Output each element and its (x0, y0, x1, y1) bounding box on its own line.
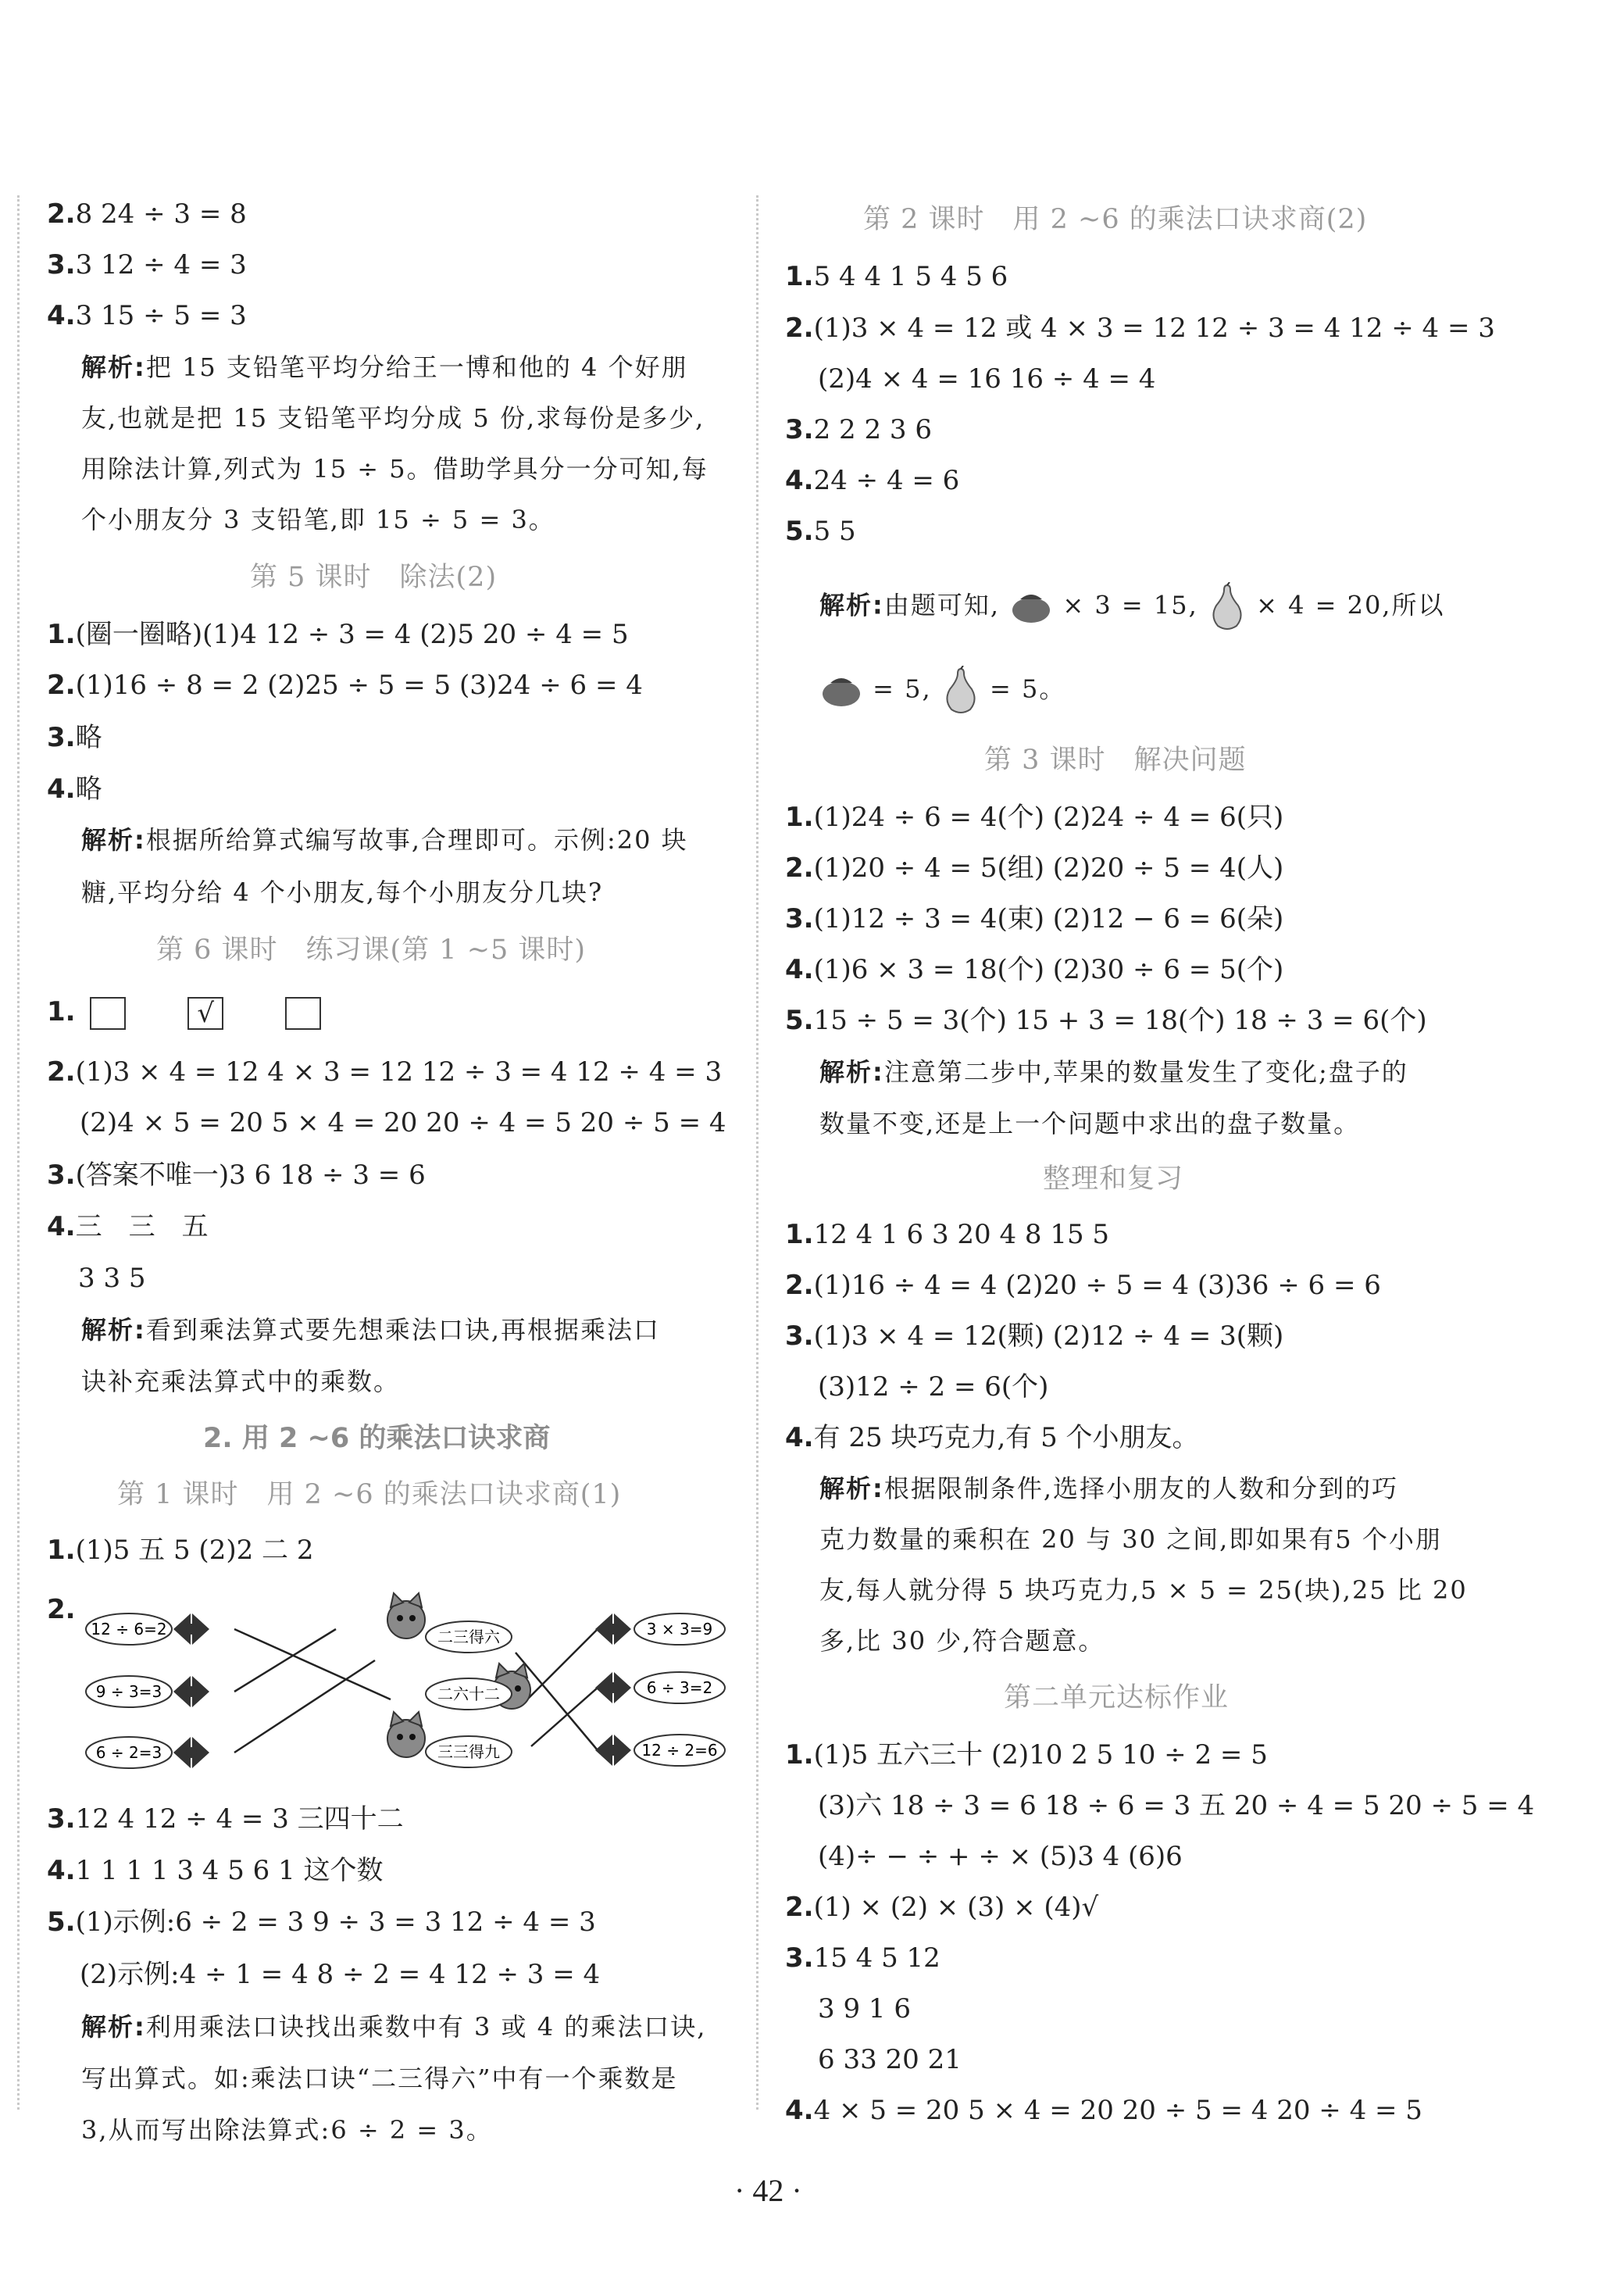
match-left-1: 9 ÷ 3=3 (95, 1682, 162, 1701)
answer-line: 4.4 × 5 = 20 5 × 4 = 20 20 ÷ 5 = 4 20 ÷ 4 = 5 (785, 2095, 1422, 2126)
analysis-block: 解析:由题可知, × 3 = 15, × 4 = 20,所以 (819, 582, 1444, 632)
answer-line: (3)12 ÷ 2 = 6(个) (818, 1371, 1049, 1403)
answer-line: (3)六 18 ÷ 3 = 6 18 ÷ 6 = 3 五 20 ÷ 4 = 5 20 ÷ 5 = 4 (818, 1790, 1535, 1821)
section-heading: 第 6 课时 练习课(第 1 ~5 课时) (156, 934, 587, 966)
section-heading: 第二单元达标作业 (1004, 1682, 1230, 1713)
page-number: · 42 · (734, 2173, 802, 2208)
section-heading: 第 5 课时 除法(2) (250, 562, 498, 593)
match-mid-0: 二三得六 (437, 1628, 500, 1646)
answer-line: 2.(1)16 ÷ 8 = 2 (2)25 ÷ 5 = 5 (3)24 ÷ 6 = 4 (47, 670, 643, 701)
middle-formula-ovals (426, 1621, 512, 1767)
answer-line: 3.15 4 5 12 (785, 1942, 940, 1974)
bow-icon (173, 1613, 209, 1768)
analysis-block: = 5, = 5。 (819, 666, 1065, 716)
answer-line: 2.(1) × (2) × (3) × (4)√ (785, 1892, 1099, 1923)
answer-line: 3.3 12 ÷ 4 = 3 (47, 249, 247, 281)
cat-icon (387, 1593, 530, 1757)
answer-line: 1. √ (47, 996, 374, 1030)
match-left-2: 6 ÷ 2=3 (95, 1743, 162, 1762)
answer-line: 6 33 20 21 (818, 2044, 962, 2075)
bow-icon (595, 1613, 631, 1766)
answer-line: (4)÷ − ÷ + ÷ × (5)3 4 (6)6 (818, 1841, 1183, 1872)
section-heading: 整理和复习 (1043, 1163, 1184, 1195)
answer-line: 1.12 4 1 6 3 20 4 8 15 5 (785, 1219, 1110, 1250)
answer-line: 3 3 5 (78, 1263, 146, 1294)
match-right-2: 12 ÷ 2=6 (641, 1741, 718, 1760)
answer-line: 3.略 (47, 722, 102, 753)
pear-icon (941, 666, 980, 716)
page: 2.8 24 ÷ 3 = 8 3.3 12 ÷ 4 = 3 4.3 15 ÷ 5 = 3 解析:把 15 支铅笔平均分给王一博和他的 4 个好朋 友,也就是把 15 支铅笔平均分成 5 份,求每份是多少, 用除法计算,列式为 15 ÷ 5。借助学具分一分可知,每 个小朋友分 3 支铅笔,即 15 ÷ 5 = 3。 第 5 课时 除法(2) 1.(圈一圈略)(1)4 12 ÷ 3 = 4 (2)5 20 ÷ 4 = 5 2.(1)16 ÷ 8 = 2 (2)25 ÷ 5 = 5 (3)24 ÷ 6 = 4 3.略 4.略 解析:根据所给算式编写故事,合理即可。示例:20 块 糖,平均分给 4 个小朋友,每个小朋友分几块? 第 6 课时 练习课(第 1 ~5 课时) 1. √ 2.(1)3 × 4 = 12 4 × 3 = 12 12 ÷ 3 = 4 12 ÷ 4 = 3 (2)4 × 5 = 20 5 × 4 = 20 20 ÷ 4 = 5 20 ÷ 5 = 4 3.(答案不唯一)3 6 18 ÷ 3 = 6 4.三 三 五 3 3 5 解析:看到乘法算式要先想乘法口诀,再根据乘法口 诀补充乘法算式中的乘数。 2. 用 2 ~6 的乘法口诀求商 第 1 课时 用 2 ~6 的乘法口诀求商(1) 1.(1)5 五 5 (2)2 二 2 2. 12 ÷ 6=2 9 ÷ 3=3 6 ÷ 2=3 二三得六 二六十二 三三得九 3 × 3=9 6 ÷ 3=2 12 ÷ 2=6 3.12 4 12 ÷ 4 = 3 三四十二 4.1 1 1 1 3 4 5 6 1 这个数 5.(1)示例:6 ÷ 2 = 3 9 ÷ 3 = 3 12 ÷ 4 = 3 (2)示例:4 ÷ 1 = 4 8 ÷ 2 = 4 12 ÷ 3 = 4 解析:利用乘法口诀找出乘数中有 3 或 4 的乘法口诀, 写出算式。如:乘法口诀“二三得六”中有一个乘数是 3,从而写出除法算式:6 ÷ 2 = 3。 第 2 课时 用 2 ~6 的乘法口诀求商(2) 1.5 4 4 1 5 4 5 6 2.(1)3 × 4 = 12 或 4 × 3 = 12 12 ÷ 3 = 4 12 ÷ 4 = 3 (2)4 × 4 = 16 16 ÷ 4 = 4 3.2 2 2 3 6 4.24 ÷ 4 = 6 5.5 5 解析:由题可知, × 3 = 15, × 4 = 20,所以 = 5, = 5。 第 3 课时 解决问题 1.(1)24 ÷ 6 = 4(个) (2)24 ÷ 4 = 6(只) 2.(1)20 ÷ 4 = 5(组) (2)20 ÷ 5 = 4(人) 3.(1)12 ÷ 3 = 4(束) (2)12 − 6 = 6(朵) 4.(1)6 × 3 = 18(个) (2)30 ÷ 6 = 5(个) 5.15 ÷ 5 = 3(个) 15 + 3 = 18(个) 18 ÷ 3 = 6(个) 解析:注意第二步中,苹果的数量发生了变化;盘子的 数量不变,还是上一个问题中求出的盘子数量。 整理和复习 1.12 4 1 6 3 20 4 8 15 5 2.(1)16 ÷ 4 = 4 (2)20 ÷ 5 = 4 (3)36 ÷ 6 = 6 3.(1)3 × 4 = 12(颗) (2)12 ÷ 4 = 3(颗) (3)12 ÷ 2 = 6(个) 4.有 25 块巧克力,有 5 个小朋友。 解析:根据限制条件,选择小朋友的人数和分到的巧 克力数量的乘积在 20 与 30 之间,即如果有5 个小朋 友,每人就分得 5 块巧克力,5 × 5 = 25(块),25 比 20 多,比 30 少,符合题意。 第二单元达标作业 1.(1)5 五六三十 (2)10 2 5 10 ÷ 2 = 5 (3)六 18 ÷ 3 = 6 18 ÷ 6 = 3 五 20 ÷ 4 = 5 20 ÷ 5 = 4 (4)÷ − ÷ + ÷ × (5)3 4 (6)6 2.(1) × (2) × (3) × (4)√ 3.15 4 5 12 3 9 1 6 6 33 20 21 4.4 × 5 = 20 5 × 4 = 20 20 ÷ 5 = 4 20 ÷ 4 = 5 · 42 · (0, 0, 1624, 2287)
answer-line: 1.(圈一圈略)(1)4 12 ÷ 3 = 4 (2)5 20 ÷ 4 = 5 (47, 619, 629, 650)
answer-line: 3.(1)3 × 4 = 12(颗) (2)12 ÷ 4 = 3(颗) (785, 1320, 1284, 1352)
answer-line: 4.(1)6 × 3 = 18(个) (2)30 ÷ 6 = 5(个) (785, 954, 1284, 985)
answer-line: (2)4 × 4 = 16 16 ÷ 4 = 4 (818, 363, 1156, 395)
answer-line: 3.(1)12 ÷ 3 = 4(束) (2)12 − 6 = 6(朵) (785, 903, 1284, 934)
answer-line: 3.(答案不唯一)3 6 18 ÷ 3 = 6 (47, 1160, 426, 1191)
answer-line: 2.(1)3 × 4 = 12 或 4 × 3 = 12 12 ÷ 3 = 4 12 ÷ 4 = 3 (785, 313, 1495, 344)
center-divider-dots (756, 195, 758, 2110)
answer-line: 2.(1)20 ÷ 4 = 5(组) (2)20 ÷ 5 = 4(人) (785, 852, 1284, 884)
left-margin-dots (17, 195, 20, 2110)
checkbox-empty (285, 997, 321, 1030)
answer-line: 4.3 15 ÷ 5 = 3 (47, 300, 247, 331)
right-equation-ovals (634, 1613, 725, 1766)
match-right-0: 3 × 3=9 (646, 1620, 713, 1638)
answer-line: 4.1 1 1 1 3 4 5 6 1 这个数 (47, 1855, 384, 1886)
checkbox-empty (90, 997, 126, 1030)
match-left-0: 12 ÷ 6=2 (91, 1620, 167, 1638)
checkbox-checked: √ (187, 997, 223, 1030)
unit-heading: 2. 用 2 ~6 的乘法口诀求商 (203, 1423, 551, 1454)
answer-line: 1.(1)24 ÷ 6 = 4(个) (2)24 ÷ 4 = 6(只) (785, 802, 1284, 833)
matching-diagram (78, 1590, 750, 1785)
match-mid-1: 二六十二 (437, 1685, 500, 1703)
left-equation-ovals (86, 1613, 172, 1768)
answer-line: 1.5 4 4 1 5 4 5 6 (785, 261, 1008, 292)
pear-icon (1208, 582, 1247, 632)
answer-line: 1.(1)5 五六三十 (2)10 2 5 10 ÷ 2 = 5 (785, 1739, 1268, 1771)
answer-line: 3 9 1 6 (818, 1993, 911, 2024)
answer-line: (2)4 × 5 = 20 5 × 4 = 20 20 ÷ 4 = 5 20 ÷ 5 = 4 (80, 1107, 726, 1138)
peach-icon (819, 674, 863, 708)
answer-line: 2. (47, 1594, 76, 1625)
answer-line: 2.(1)3 × 4 = 12 4 × 3 = 12 12 ÷ 3 = 4 12 ÷ 4 = 3 (47, 1056, 723, 1088)
answer-line: 5.5 5 (785, 516, 856, 547)
answer-line: 4.略 (47, 774, 102, 805)
section-heading: 第 3 课时 解决问题 (984, 745, 1247, 776)
answer-line: (2)示例:4 ÷ 1 = 4 8 ÷ 2 = 4 12 ÷ 3 = 4 (80, 1959, 601, 1990)
answer-line: 2.(1)16 ÷ 4 = 4 (2)20 ÷ 5 = 4 (3)36 ÷ 6 = 6 (785, 1270, 1381, 1301)
answer-line: 1.(1)5 五 5 (2)2 二 2 (47, 1535, 314, 1566)
answer-line: 5.(1)示例:6 ÷ 2 = 3 9 ÷ 3 = 3 12 ÷ 4 = 3 (47, 1906, 596, 1938)
answer-line: 4.三 三 五 (47, 1211, 209, 1242)
section-heading: 第 2 课时 用 2 ~6 的乘法口诀求商(2) (863, 204, 1368, 235)
answer-line: 5.15 ÷ 5 = 3(个) 15 + 3 = 18(个) 18 ÷ 3 = 6(个) (785, 1005, 1427, 1036)
answer-line: 3.12 4 12 ÷ 4 = 3 三四十二 (47, 1803, 404, 1835)
answer-line: 3.2 2 2 3 6 (785, 414, 932, 445)
match-mid-2: 三三得九 (437, 1742, 500, 1761)
answer-line: 4.有 25 块巧克力,有 5 个小朋友。 (785, 1422, 1199, 1453)
peach-icon (1009, 590, 1053, 624)
section-heading: 第 1 课时 用 2 ~6 的乘法口诀求商(1) (117, 1479, 622, 1510)
match-right-1: 6 ÷ 3=2 (646, 1678, 713, 1697)
answer-line: 2.8 24 ÷ 3 = 8 (47, 198, 247, 230)
answer-line: 4.24 ÷ 4 = 6 (785, 465, 960, 496)
